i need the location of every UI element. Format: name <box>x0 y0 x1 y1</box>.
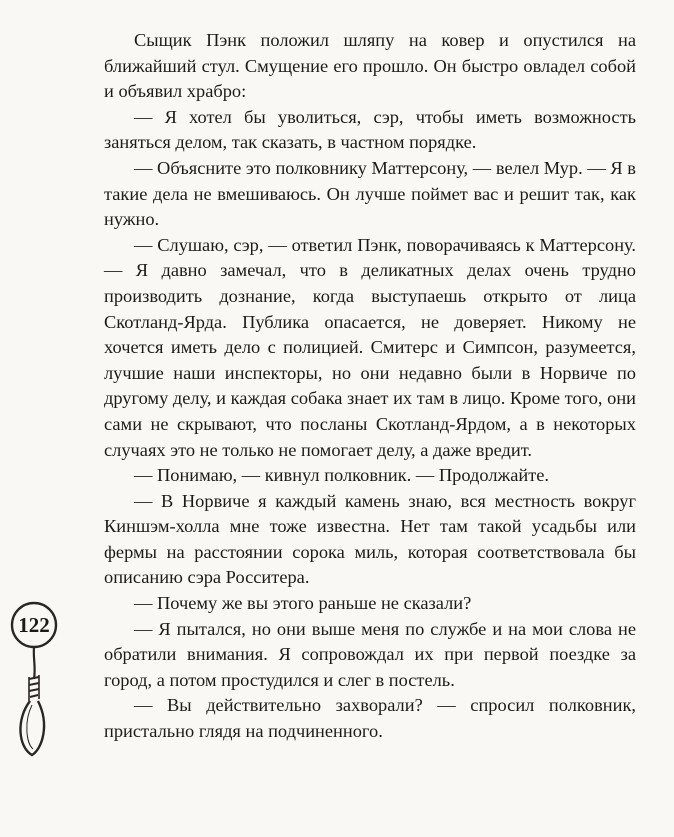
paragraph: — Почему же вы этого раньше не сказали? <box>134 593 472 614</box>
page-text <box>104 28 636 745</box>
paragraph: Сыщик Пэнк положил шляпу на ковер и опустился на ближайший стул. Смущение его прошло. Он быстро овладел собой и объявил храбро: <box>104 30 636 102</box>
paragraph: — Я пытался, но они выше меня по службе и на мои слова не обратили внимания. Я сопровождал их при первой поездке за город, а потом простудился и слег в постель. <box>104 618 636 690</box>
paragraph: — Понимаю, — кивнул полковник. — Продолжайте. <box>134 465 549 486</box>
paragraph: — Я хотел бы уволиться, сэр, чтобы иметь возможность заняться делом, так сказать, в частном порядке. <box>104 106 636 153</box>
page-folio <box>6 597 84 837</box>
page-number: 122 <box>18 613 50 637</box>
paragraph: — Объясните это полковнику Маттерсону, — велел Мур. — Я в такие дела не вмешиваюсь. Он лучше поймет вас и решит так, как нужно. <box>104 157 636 230</box>
paragraph: — В Норвиче я каждый камень знаю, вся местность вокруг Киншэм-холла мне тоже известна. Нет там такой усадьбы или фермы на расстоянии сорока миль, которая соответствовала бы описанию сэра Росситера. <box>104 490 636 588</box>
paragraph: — Слушаю, сэр, — ответил Пэнк, поворачиваясь к Маттерсону. — Я давно замечал, что в деликатных делах очень трудно производить дознание, когда выступаешь открыто от лица Скотланд-Ярда. Публика опасается, не доверяет. Никому не хочется иметь дело с полицией. Смитерс и Симпсон, разумеется, лучшие наши инспекторы, но они недавно были в Норвиче по другому делу, и каждая собака знает их там в лицо. Кроме того, они сами не скрывают, что посланы Скотланд-Ярдом, а в некоторых случаях это не только не помогает делу, а даже вредит. <box>104 234 636 460</box>
paragraph: — Вы действительно захворали? — спросил полковник, пристально глядя на подчиненного. <box>104 695 636 742</box>
